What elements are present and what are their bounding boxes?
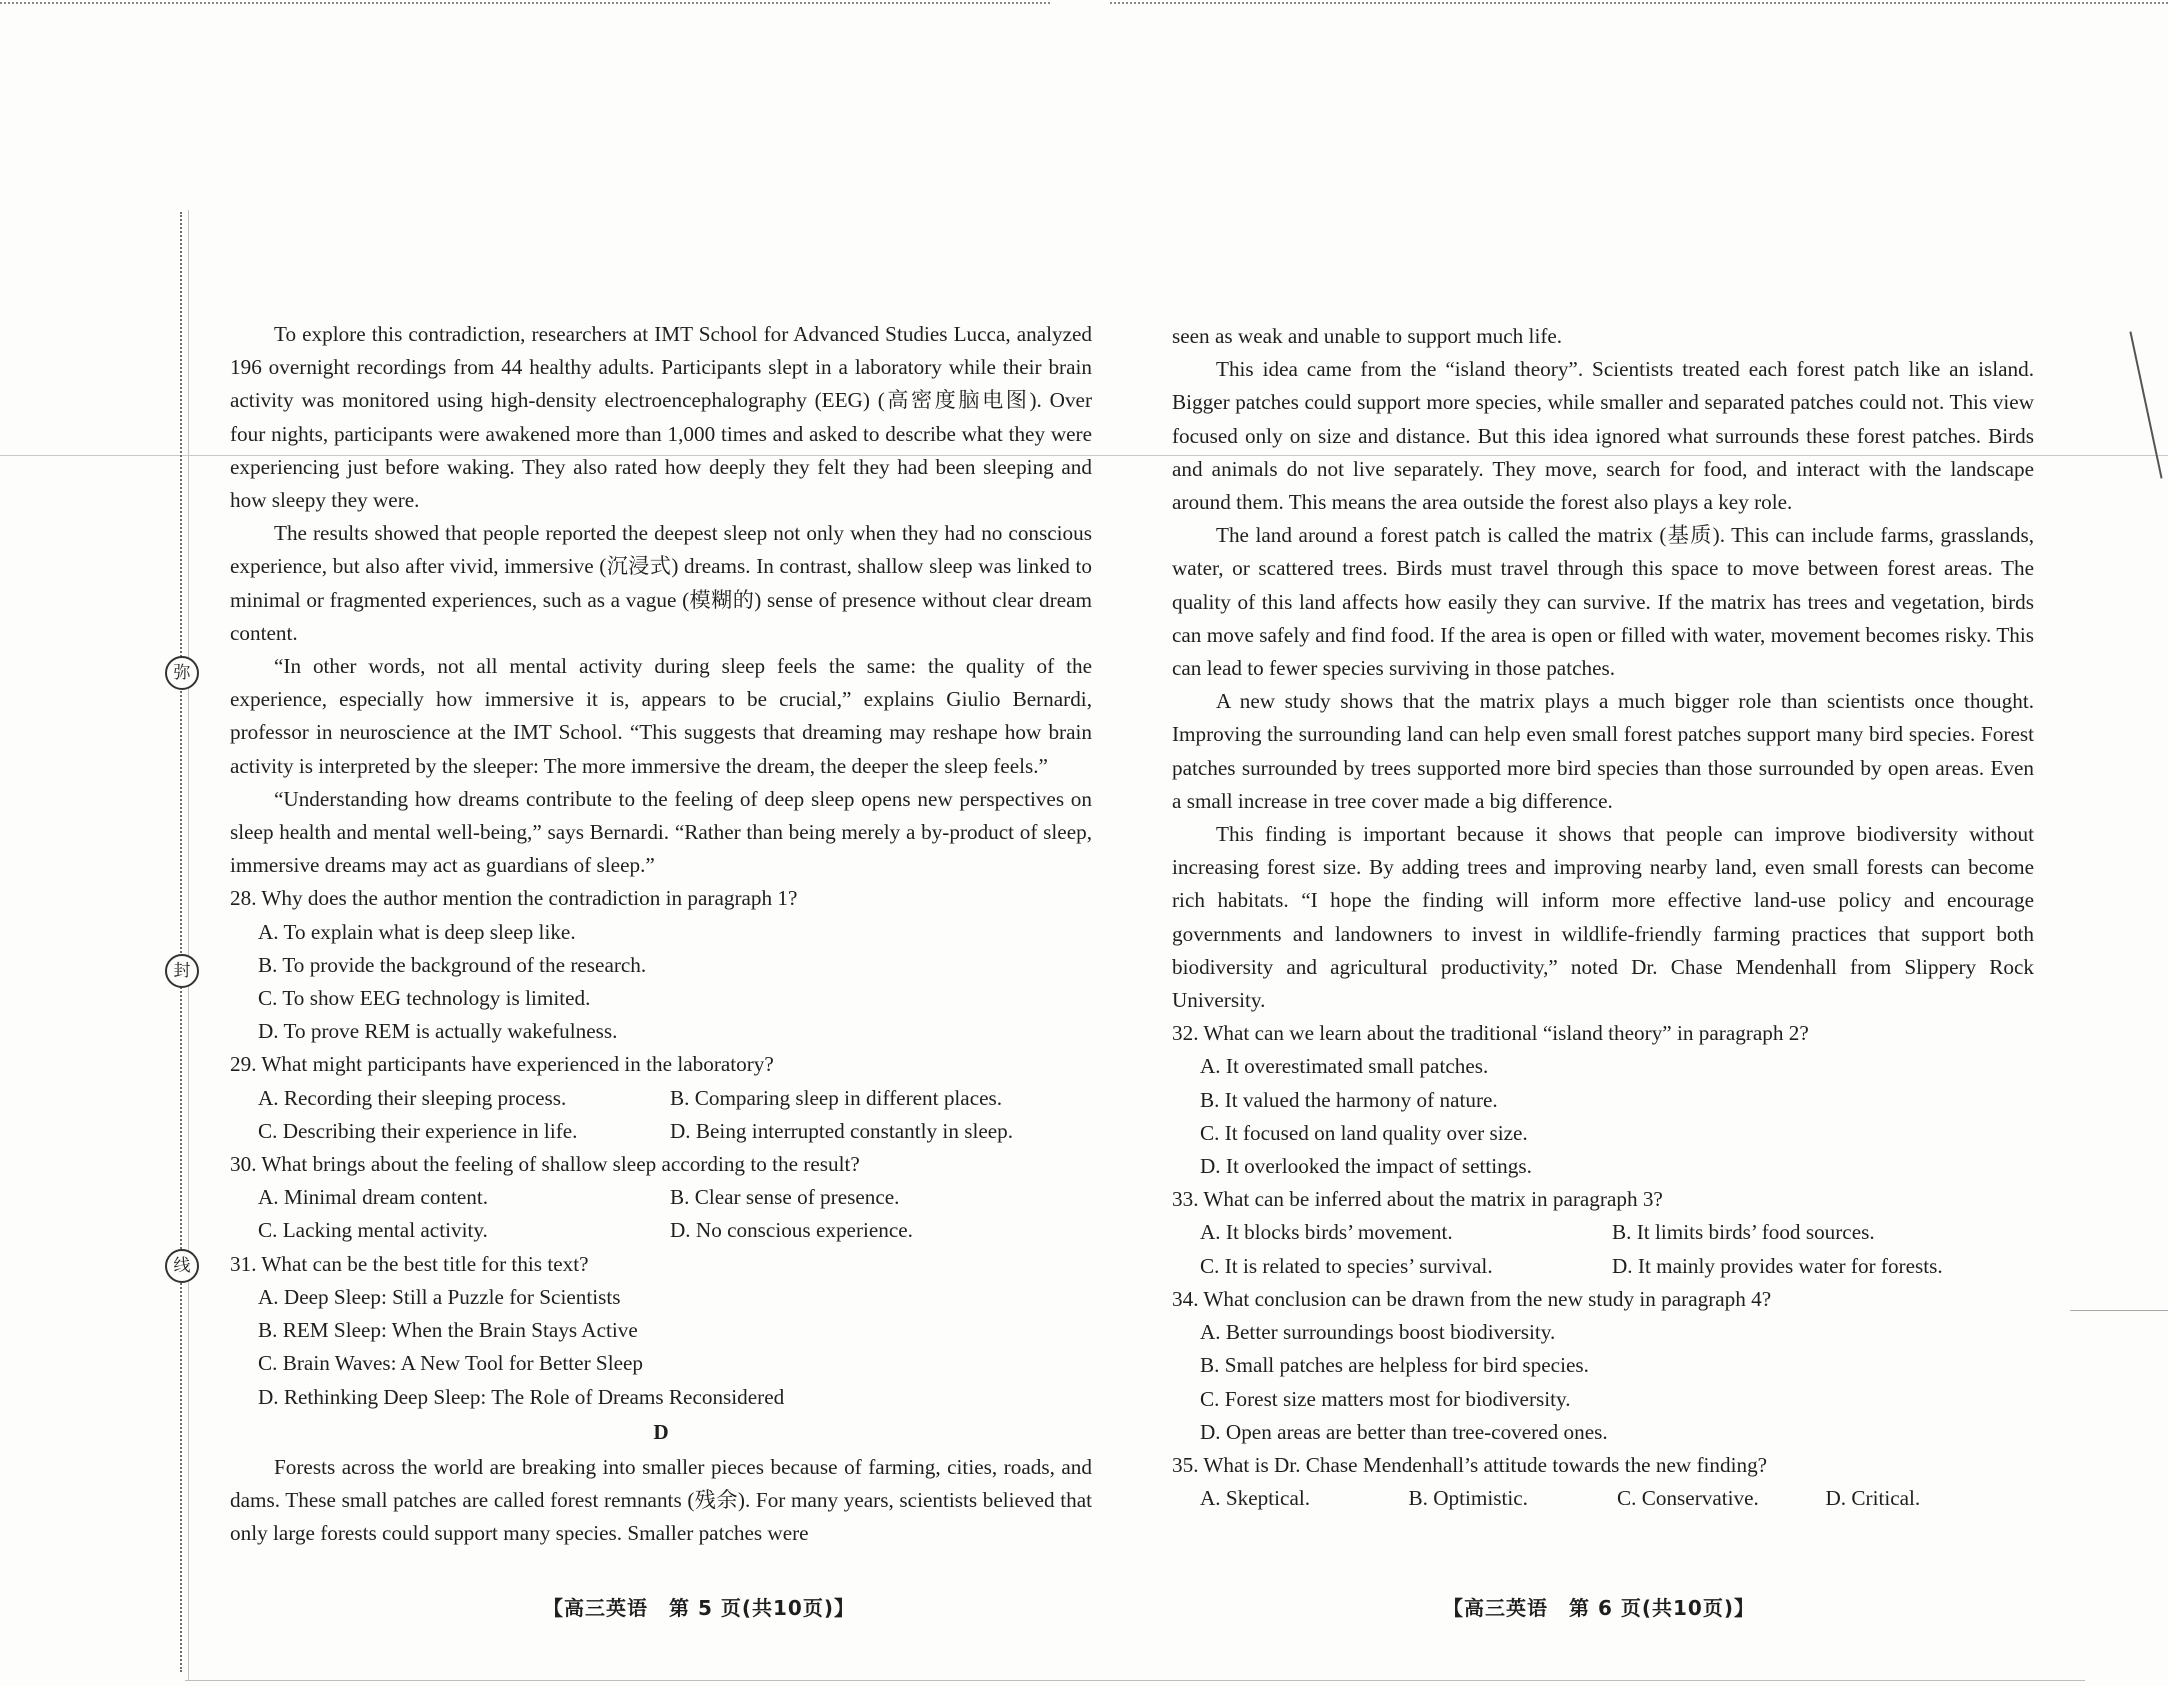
option-c: C. To show EEG technology is limited. bbox=[258, 986, 591, 1011]
section-d-heading: D bbox=[653, 1419, 669, 1444]
option-c: C. Brain Waves: A New Tool for Better Sleep bbox=[258, 1351, 643, 1376]
option-d: D. Open areas are better than tree-covered ones. bbox=[1200, 1419, 1608, 1444]
binding-mark-fold: 封 bbox=[165, 954, 199, 988]
right-edge-mark bbox=[2129, 331, 2162, 478]
option-d: D. Critical. bbox=[1825, 1486, 1921, 1511]
option-b: B. Clear sense of presence. bbox=[670, 1185, 900, 1210]
option-a: A. Deep Sleep: Still a Puzzle for Scientists bbox=[258, 1284, 621, 1309]
passage-d-paragraph-5: This finding is important because it shows that people can improve biodiversity without increasing forest size. By adding trees and improving nearby land, even small forests can become rich habitats. “I hope the finding will inform more effective land-use policy and encourage governments and landowners to invest in wildlife-friendly farming practices that support both biodiversity and agricultural productivity,” noted Dr. Chase Mendenhall from Slippery Rock University. bbox=[1172, 822, 2034, 1013]
question-34 bbox=[1172, 1283, 2034, 1449]
option-d: D. It overlooked the impact of settings. bbox=[1200, 1154, 1532, 1179]
option-c: C. Forest size matters most for biodiversity. bbox=[1200, 1386, 1571, 1411]
option-c: C. Lacking mental activity. bbox=[258, 1218, 488, 1243]
question-stem: 34. What conclusion can be drawn from the new study in paragraph 4? bbox=[1172, 1286, 1772, 1311]
passage-c-paragraph-3: “In other words, not all mental activity during sleep feels the same: the quality of the experience, especially how immersive it is, appears to be crucial,” explains Giulio Bernardi, professor in neuroscience at the IMT School. “This suggests that dreaming may reshape how brain activity is interpreted by the sleeper: The more immersive the dream, the deeper the sleep feels.” bbox=[230, 654, 1092, 778]
option-d: D. Being interrupted constantly in sleep. bbox=[670, 1118, 1014, 1143]
question-stem: 28. Why does the author mention the contradiction in paragraph 1? bbox=[230, 886, 798, 911]
passage-d-paragraph-1: Forests across the world are breaking into smaller pieces because of farming, cities, roads, and dams. These small patches are called forest remnants (残余). For many years, scientists believed that only large forests could support many species. Smaller patches were bbox=[230, 1454, 1092, 1546]
option-d: D. Rethinking Deep Sleep: The Role of Dreams Reconsidered bbox=[258, 1384, 785, 1409]
option-a: A. Recording their sleeping process. bbox=[258, 1085, 567, 1110]
option-a: A. Better surroundings boost biodiversity. bbox=[1200, 1320, 1556, 1345]
right-column bbox=[1172, 320, 2034, 1515]
option-c: C. Conservative. bbox=[1617, 1486, 1759, 1511]
binding-mark-seal: 弥 bbox=[165, 656, 199, 690]
option-b: B. To provide the background of the research. bbox=[258, 952, 647, 977]
option-d: D. No conscious experience. bbox=[670, 1218, 913, 1243]
option-d: D. To prove REM is actually wakefulness. bbox=[258, 1019, 618, 1044]
passage-d-paragraph-2: This idea came from the “island theory”. Scientists treated each forest patch like an island. Bigger patches could support more species, while smaller and separated patches could not. This view focused only on size and distance. But this idea ignored what surrounds these forest patches. Birds and animals do not live separately. They move, search for food, and interact with the landscape around them. This means the area outside the forest also plays a key role. bbox=[1172, 357, 2034, 515]
question-31 bbox=[230, 1248, 1092, 1414]
passage-c-paragraph-4: “Understanding how dreams contribute to the feeling of deep sleep opens new perspectives on sleep health and mental well-being,” says Bernardi. “Rather than being merely a by-product of sleep, immersive dreams may act as guardians of sleep.” bbox=[230, 786, 1092, 878]
scan-top-edge-right bbox=[1110, 2, 2168, 4]
option-b: B. Small patches are helpless for bird species. bbox=[1200, 1353, 1589, 1378]
option-b: B. Optimistic. bbox=[1408, 1486, 1528, 1511]
question-32 bbox=[1172, 1017, 2034, 1183]
left-column bbox=[230, 318, 1092, 1551]
page-footer-right: 【高三英语 第 6 页(共10页)】 bbox=[1443, 1596, 1755, 1620]
right-edge-tick bbox=[2070, 1310, 2168, 1311]
option-a: A. It overestimated small patches. bbox=[1200, 1054, 1489, 1079]
option-a: A. Skeptical. bbox=[1200, 1486, 1311, 1511]
question-stem: 33. What can be inferred about the matrix in paragraph 3? bbox=[1172, 1187, 1663, 1212]
passage-d-paragraph-3: The land around a forest patch is called the matrix (基质). This can include farms, grasslands, water, or scattered trees. Birds must travel through this space to move between forest areas. The quality of this land affects how easily they can survive. If the matrix has trees and vegetation, birds can move safely and find food. If the area is open or filled with water, movement becomes risky. This can lead to fewer species surviving in those patches. bbox=[1172, 523, 2034, 681]
question-stem: 30. What brings about the feeling of shallow sleep according to the result? bbox=[230, 1152, 860, 1177]
option-a: A. Minimal dream content. bbox=[258, 1185, 489, 1210]
option-b: B. It limits birds’ food sources. bbox=[1612, 1220, 1875, 1245]
option-c: C. It is related to species’ survival. bbox=[1200, 1253, 1493, 1278]
question-stem: 31. What can be the best title for this text? bbox=[230, 1251, 589, 1276]
option-b: B. REM Sleep: When the Brain Stays Active bbox=[258, 1318, 638, 1343]
binding-dotted-line bbox=[180, 212, 182, 1672]
option-a: A. To explain what is deep sleep like. bbox=[258, 919, 576, 944]
binding-mark-line: 线 bbox=[165, 1249, 199, 1283]
page-frame-bottom-border bbox=[185, 1680, 2085, 1681]
option-c: C. Describing their experience in life. bbox=[258, 1118, 578, 1143]
passage-c-paragraph-1: To explore this contradiction, researchers at IMT School for Advanced Studies Lucca, analyzed 196 overnight recordings from 44 healthy adults. Participants slept in a laboratory while their brain activity was monitored using high-density electroencephalography (EEG) (高密度脑电图). Over four nights, participants were awakened more than 1,000 times and asked to describe what they were experiencing just before waking. They also rated how deeply they felt they had been sleeping and how sleepy they were. bbox=[230, 322, 1092, 513]
passage-c-paragraph-2: The results showed that people reported the deepest sleep not only when they had no conscious experience, but also after vivid, immersive (沉浸式) dreams. In contrast, shallow sleep was linked to minimal or fragmented experiences, such as a vague (模糊的) sense of presence without clear dream content. bbox=[230, 521, 1092, 645]
passage-d-paragraph-4: A new study shows that the matrix plays a much bigger role than scientists once thought. Improving the surrounding land can help even small forest patches support many bird species. Forest patches surrounded by trees supported more bird species than those surrounded by open areas. Even a small increase in tree cover made a big difference. bbox=[1172, 689, 2034, 813]
option-b: B. It valued the harmony of nature. bbox=[1200, 1087, 1498, 1112]
passage-d-continuation: seen as weak and unable to support much life. bbox=[1172, 324, 1563, 348]
question-29 bbox=[230, 1048, 1092, 1148]
page-frame-left-border bbox=[188, 210, 189, 1680]
page-footer-left: 【高三英语 第 5 页(共10页)】 bbox=[543, 1596, 855, 1620]
option-d: D. It mainly provides water for forests. bbox=[1612, 1253, 1943, 1278]
question-stem: 29. What might participants have experienced in the laboratory? bbox=[230, 1052, 774, 1077]
question-28 bbox=[230, 882, 1092, 1048]
option-c: C. It focused on land quality over size. bbox=[1200, 1120, 1528, 1145]
option-b: B. Comparing sleep in different places. bbox=[670, 1085, 1003, 1110]
question-33 bbox=[1172, 1183, 2034, 1283]
question-stem: 35. What is Dr. Chase Mendenhall’s attitude towards the new finding? bbox=[1172, 1452, 1768, 1477]
scan-top-edge-left bbox=[0, 2, 1050, 4]
question-stem: 32. What can we learn about the traditional “island theory” in paragraph 2? bbox=[1172, 1021, 1809, 1046]
question-30 bbox=[230, 1148, 1092, 1248]
question-35 bbox=[1172, 1449, 2034, 1515]
option-a: A. It blocks birds’ movement. bbox=[1200, 1220, 1453, 1245]
